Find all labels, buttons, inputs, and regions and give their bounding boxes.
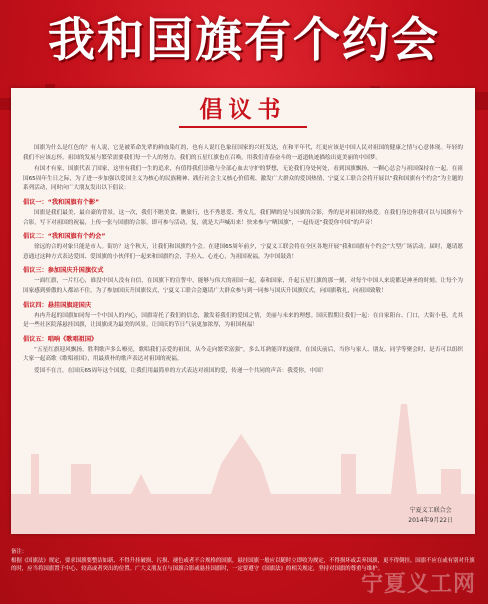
section-text-4: 冉冉升起的国旗如同每一个中国人的内心，国旗寄托了我们的信念，激发着我们的爱国之情，美丽与未来的理想。国庆假期让我们一起：在自家阳台、门口，大街小巷，尤其是一些社区院落悬挂国旗，让国旗成为最美的风景，让国庆的节日气氛更加浓厚，为祖国祝福！ <box>23 312 463 329</box>
intro-paragraph-2: 有国才有家，国旗代表了国家，这里有我们一生的追求，有值得我们崇敬与全部心血去守护的梦想，无论我们身处何处，看到国旗飘扬，一颗心总会与祖国保持在一起。在祖国65周年生日之际，为了进一步加强以爱国主义为核心的民族精神、践行社会主义核心价值观、激发广大群众的爱国热情，宁夏义工联合会将开展以“我和国旗有个约会”为主题的系列活动，同时向广大朋友发出以下倡议： <box>23 166 463 192</box>
heading-underline <box>179 126 307 128</box>
document-heading: 倡议书 <box>199 97 287 123</box>
section-text-3: 一面红旗，一片红心，谁没中国人没有自信，在国旗下的宣誓中，能够与伟大的祖国一起，泰和国家，升起五星红旗的那一刻，对每个中国人来说都是神圣的时刻。让每个为国家感到骄傲的人都站不住，为了参加国庆升国旗仪式，宁夏义工联合会邀请广大群众参与到一同参与国庆升国旗仪式，向国旗敬礼，向祖国致敬！ <box>23 278 463 294</box>
intro-paragraph-1: 国旗为什么是红色的？有人说，它是被革命先辈的鲜血染红的，也有人说红色象征国家的兴旺发达，在和平年代，红更应该是中国人民对祖国的健康之情与心意体现。年轻的我们不应该忘怀，祖国的发展与繁荣需要我们每一个人的努力。我们的五星红旗也在召唤，用我们青春奋斗的一道道轨迹描绘出更美丽的中国梦。 <box>23 145 463 161</box>
closing-paragraph: 爱国不在言，在国庆65周年这个国度，让我们用最简单的方式表达对祖国的爱，传递一个共同的声音：我爱你，中国！ <box>34 367 327 374</box>
section-text-2: 徐远的合的对象只能是市人。街坊？这个秋天，让我们和国旗约个会。在建国65周年前夕，宁夏义工联会将在全区各地开展“我和国旗有个约会”大型广场活动。届时，邀请愿意通过这种方式表达爱国、爱国旗的小伙伴们一起来和国旗约会，手拉入、心连心，为祖国祝福，为中国鼓劲！ <box>23 244 463 260</box>
section-title-2: 倡议二：“我和国旗有个约会” <box>23 233 106 241</box>
document-body <box>23 144 463 379</box>
section-text-1: 国旗是我们最美、最自豪的背景，这一次，我们不瞧美食、瞧旅行，也不秀恩爱、秀女儿，我们晒的是与国旗的合影，秀的是对祖国的热爱。在我们身边你我可以与国旗有个合影，写下对祖国的祝福，上传一张与国旗的合影，即可参与活动，复，就是大声喊出来！快来参与“晒国旗”，一起传送“我爱你中国”的声音！ <box>23 209 463 226</box>
proposal-document <box>11 88 475 534</box>
section-title-4: 倡议四：悬挂国旗迎国庆 <box>23 301 92 309</box>
section-title-5: 倡议五：唱响《歌唱祖国》 <box>23 335 98 343</box>
site-watermark-stamp: 宁夏义工网 <box>360 571 476 597</box>
footnote-label: 备注： <box>11 549 28 555</box>
section-title-3: 倡议三：参加国庆升国旗仪式 <box>23 267 104 275</box>
section-text-5: “五星红旗迎风飘扬，胜利歌声多么嘹亮，歌唱我们亲爱的祖国，从今走向繁荣富强”，多么耳熟能详的旋律，在国庆前后，当你与家人、朋友、同学等聚会时，是否可以组织大家一起高歌《歌唱祖国》，用最质朴的歌声表达对祖国的祝福。 <box>23 346 463 363</box>
signature-date: 2014年9月22日 <box>408 517 453 524</box>
signature-block <box>408 506 453 526</box>
footnote-text: 根据《国旗法》规定，要求国旗要整洁如新、不得升挂破损、污损、褪色或者不合规格的国旗，悬挂国旗一般应以随时立即收为规定，不得损坏或丢弃国旗，更不得倒挂。国旗不应在或有别对升旗的时，应当将国旗置于中心、较高或者突出的位置。广大义朋友在与国旗合影或悬挂国旗时，一定要遵守《国旗法》的相关规定，坚持对国旗的尊重与维护。 <box>11 557 475 573</box>
section-title-1: 倡议一：“我和国旗有个影” <box>23 198 100 206</box>
main-title: 我和国旗有个约会 <box>48 13 440 68</box>
signature-org: 宁夏义工联合会 <box>409 507 452 514</box>
